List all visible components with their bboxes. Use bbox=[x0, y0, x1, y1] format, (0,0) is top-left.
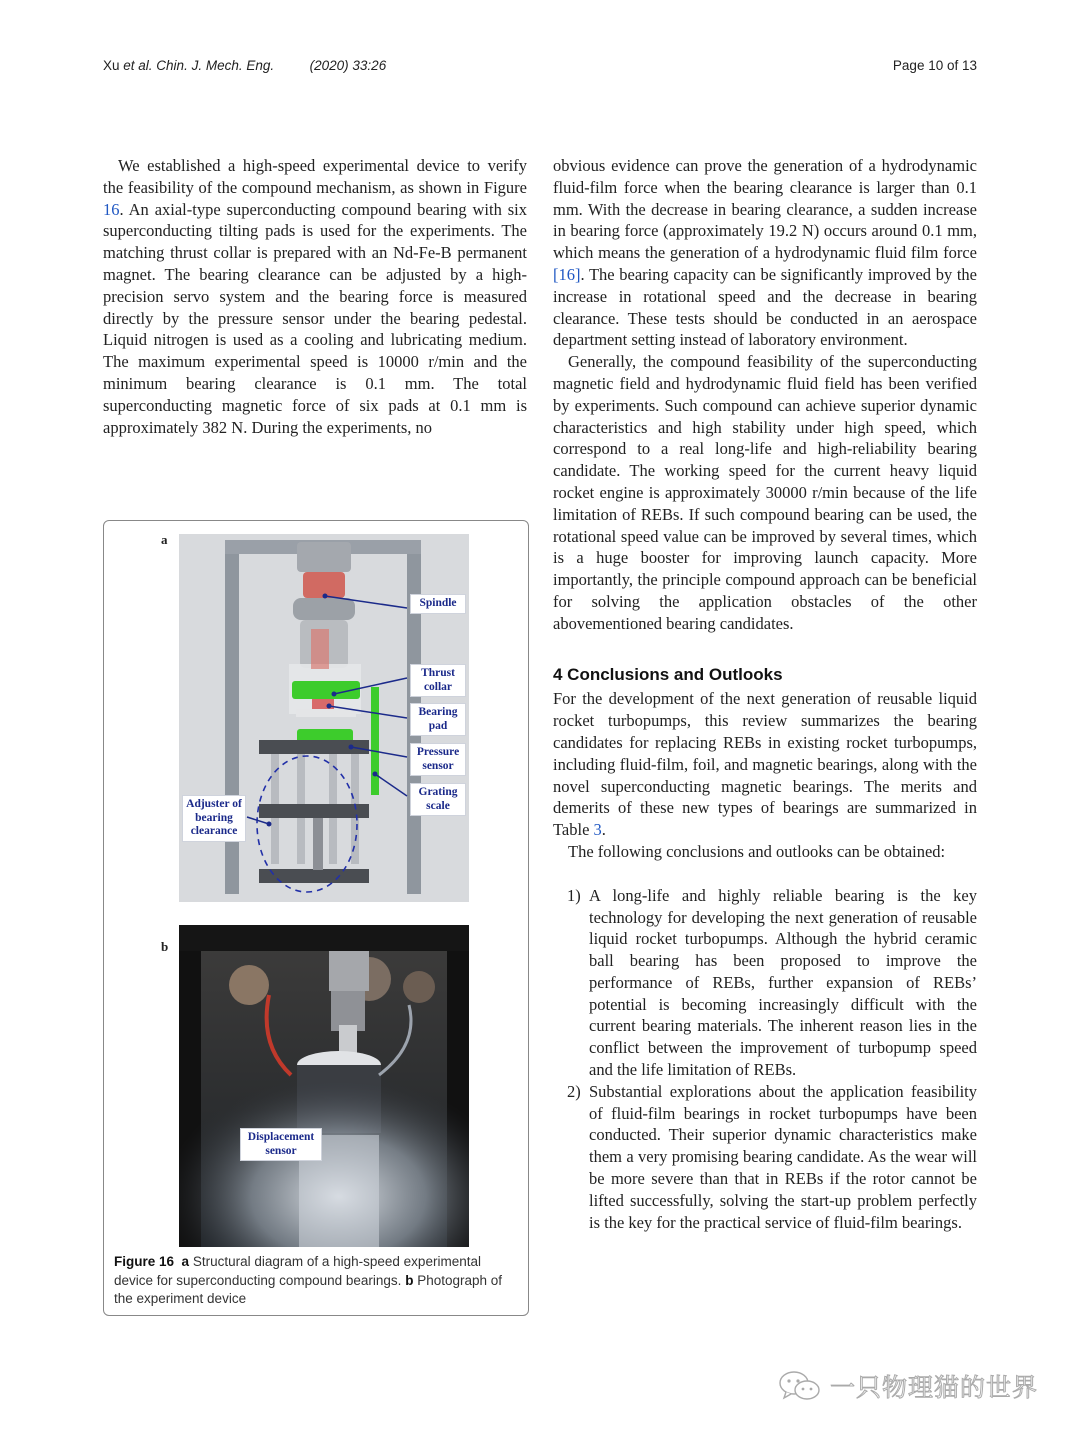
list-item-number: 2) bbox=[567, 1081, 581, 1101]
running-header-citation bbox=[103, 58, 386, 73]
list-item-text: Substantial explorations about the application feasibility of fluid-film bearings in rocket turbopumps have been conducted. Their superior dynamic characteristics make them a very promising bearing candidate. As the wear will be more severe than that in REBs if the rotor cannot be lifted successfully, solving the start-up problem perfectly is the key for the practical service of fluid-film bearings. bbox=[589, 1081, 977, 1232]
list-item bbox=[553, 1081, 977, 1234]
watermark-text: 一只物理猫的世界 bbox=[830, 1373, 1039, 1402]
list-item-number: 1) bbox=[567, 885, 581, 905]
list-item-text: A long-life and highly reliable bearing is the key technology for developing the next generation of reusable liquid rocket turbopumps. Although the hybrid ceramic ball bearing has been proposed to improve the performance of REBs, further expansion of REBs’ potential is becoming increasingly difficult with the current bearing materials. The inherent reason lies in the conflict between the improvement of turbopump speed and the life limitation of REBs. bbox=[589, 885, 977, 1080]
figure-caption: Figure 16 a Structural diagram of a high-speed experimental device for superconducting compound bearings. b Photograph of the experiment device bbox=[114, 1254, 503, 1306]
panel-label-a: a bbox=[161, 532, 168, 547]
label-grating-scale: Grating scale bbox=[410, 783, 466, 816]
paragraph-experiment: We established a high-speed experimental device to verify the feasibility of the compound mechanism, as shown in Figure 16. An axial-type superconducting compound bearing with six superconducting tilting pads is used for the experiments. The matching thrust collar is prepared with an Nd-Fe-B permanent magnet. The bearing clearance can be adjusted by a high-precision servo system and the bearing force is measured directly by the pressure sensor under the bearing pedestal. Liquid nitrogen is used as a cooling and lubricating medium. The maximum experimental speed is 10000 r/min and the minimum bearing clearance is 0.1 mm. The total superconducting magnetic force of six pads at 0.1 mm is approximately 382 N. During the experiments, no bbox=[103, 156, 527, 437]
paragraph-continuation: obvious evidence can prove the generation of a hydrodynamic fluid-film force when the bearing clearance is larger than 0.1 mm. With the decrease in bearing clearance, a sudden increase in bearing force (approximately 19.2 N) occurs around 0.1 mm, which means the generation of a hydrodynamic fluid film force [16]. The bearing capacity can be significantly improved by the increase in rotational speed and the decrease in bearing clearance. These tests should be conducted in an aerospace department setting instead of laboratory environment. bbox=[553, 156, 977, 350]
conclusions-list bbox=[553, 885, 977, 1234]
header-authors: Xu bbox=[103, 58, 120, 73]
experiment-photograph bbox=[179, 925, 469, 1247]
figure-ref-link[interactable]: 16 bbox=[103, 199, 120, 219]
label-thrust-collar: Thrust collar bbox=[410, 664, 466, 697]
citation-ref-16[interactable]: [16] bbox=[553, 264, 581, 284]
label-bearing-pad: Bearing pad bbox=[410, 703, 466, 736]
section-heading-conclusions: 4 Conclusions and Outlooks bbox=[553, 664, 783, 684]
caption-figure-label: Figure 16 bbox=[114, 1254, 175, 1269]
page-number: Page 10 of 13 bbox=[892, 58, 977, 73]
header-year-volume: (2020) 33:26 bbox=[309, 58, 387, 73]
table-ref-link[interactable]: 3 bbox=[593, 820, 602, 840]
label-spindle: Spindle bbox=[410, 594, 466, 614]
list-item bbox=[553, 885, 977, 1081]
caption-letter-b: b bbox=[405, 1272, 414, 1288]
paragraph-compound-feasibility: Generally, the compound feasibility of the superconducting magnetic field and hydrodynamic fluid field has been verified by experiments. Such compound can achieve superior dynamic characteristics and high stability under high speed, which correspond to a real long-life and high-reliability bearing candidate. The working speed for the current heavy liquid rocket engine is approximately 30000 r/min because of the life limitation of REBs. If such compound bearing can be used, the rotational speed value can be improved by several times, which is a huge booster for improving launch capacity. More importantly, the principle compound approach can be beneficial for solving the application obstacles of the other abovementioned bearing candidates. bbox=[553, 352, 977, 633]
left-column bbox=[103, 155, 527, 438]
header-journal: et al. Chin. J. Mech. Eng. bbox=[123, 58, 275, 73]
paragraph-review-summary: For the development of the next generation of reusable liquid rocket turbopumps, this review summarizes the bearing candidates for replacing REBs in existing rocket turbopumps, including fluid-film, foil, and magnetic bearings, along with the novel superconducting magnetic bearings. The merits and demerits of these new types of bearings are summarized in Table 3. bbox=[553, 689, 977, 840]
paragraph-conclusions-intro: The following conclusions and outlooks can be obtained: bbox=[568, 841, 946, 861]
experiment-photograph-graphic bbox=[179, 925, 469, 1247]
watermark bbox=[778, 1368, 1038, 1404]
label-pressure-sensor: Pressure sensor bbox=[410, 743, 466, 776]
label-displacement-sensor: Displacement sensor bbox=[240, 1128, 322, 1161]
right-column bbox=[553, 155, 977, 1233]
label-adjuster-of-bearing-clearance: Adjuster of bearing clearance bbox=[182, 795, 246, 842]
panel-label-b: b bbox=[161, 939, 169, 954]
caption-letter-a: a bbox=[181, 1254, 190, 1269]
wechat-icon bbox=[778, 1369, 822, 1403]
